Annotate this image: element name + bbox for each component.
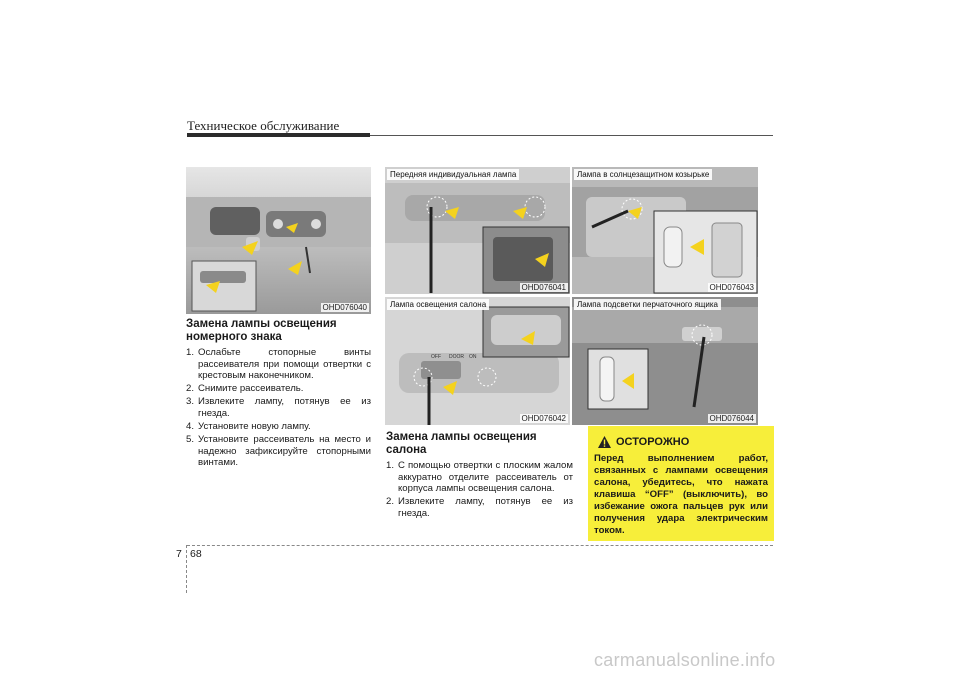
warning-title: ОСТОРОЖНО <box>616 436 690 448</box>
figure-label: Передняя индивидуальная лампа <box>387 169 519 180</box>
heading-line: номерного знака <box>186 331 282 343</box>
figure-code: OHD076041 <box>521 283 566 292</box>
glovebox-lamp-figure <box>572 297 758 425</box>
figure-code: OHD076044 <box>709 414 754 423</box>
footer-divider <box>186 545 187 593</box>
switch-off-label: OFF <box>431 354 441 360</box>
heading-line: Замена лампы освещения <box>186 318 337 330</box>
switch-door-label: DOOR <box>449 354 464 360</box>
plate-lamp-section <box>186 318 371 470</box>
list-item: 5. Установите рассеиватель на место и надежно зафиксируйте стопорными винтами. <box>186 434 371 469</box>
room-lamp-figure <box>385 297 570 425</box>
front-lamp-figure <box>385 167 570 294</box>
list-item: 4. Установите новую лампу. <box>186 421 311 433</box>
warning-triangle-icon <box>598 436 611 448</box>
figure-label: Лампа подсветки перчаточного ящика <box>574 299 721 310</box>
header-bar <box>187 133 370 137</box>
list-item: 2. Извлеките лампу, потянув ее из гнезда. <box>386 496 573 519</box>
section-title: Техническое обслуживание <box>187 118 340 133</box>
figure-label: Лампа освещения салона <box>387 299 489 310</box>
page-number: 68 <box>190 548 202 560</box>
footer-rule <box>187 545 773 546</box>
warning-text: Перед выполнением работ, связанных с лампами освещения салона, убедитесь, что нажата клавиша “OFF” (выключить), во избежание ожога пальцев рук или получения удара электрическим током. <box>594 453 768 536</box>
switch-on-label: ON <box>469 354 477 360</box>
figure-code: OHD076040 <box>322 303 367 312</box>
list-item: 3. Извлеките лампу, потянув ее из гнезда. <box>186 396 371 419</box>
list-item: 1. Ослабьте стопорные винты рассеивателя при помощи отвертки с крестовым наконечником. <box>186 347 371 382</box>
list-item: 1. С помощью отвертки с плоским жалом аккуратно отделите рассеиватель от корпуса лампы освещения салона. <box>386 460 573 495</box>
figure-code: OHD076043 <box>709 283 754 292</box>
list-item: 2. Снимите рассеиватель. <box>186 383 304 395</box>
figure-label: Лампа в солнцезащитном козырьке <box>574 169 712 180</box>
room-lamp-section <box>386 431 573 521</box>
visor-lamp-figure <box>572 167 758 294</box>
chapter-number: 7 <box>176 548 182 560</box>
room-lamp-steps <box>386 460 573 519</box>
plate-lamp-steps <box>186 347 371 469</box>
room-lamp-heading: Замена лампы освещения салона <box>386 431 537 456</box>
plate-lamp-figure <box>186 167 371 314</box>
plate-lamp-heading <box>186 318 371 344</box>
figure-code: OHD076042 <box>521 414 566 423</box>
warning-box <box>588 426 774 541</box>
header-rule <box>370 135 773 136</box>
watermark: carmanualsonline.info <box>594 650 776 670</box>
